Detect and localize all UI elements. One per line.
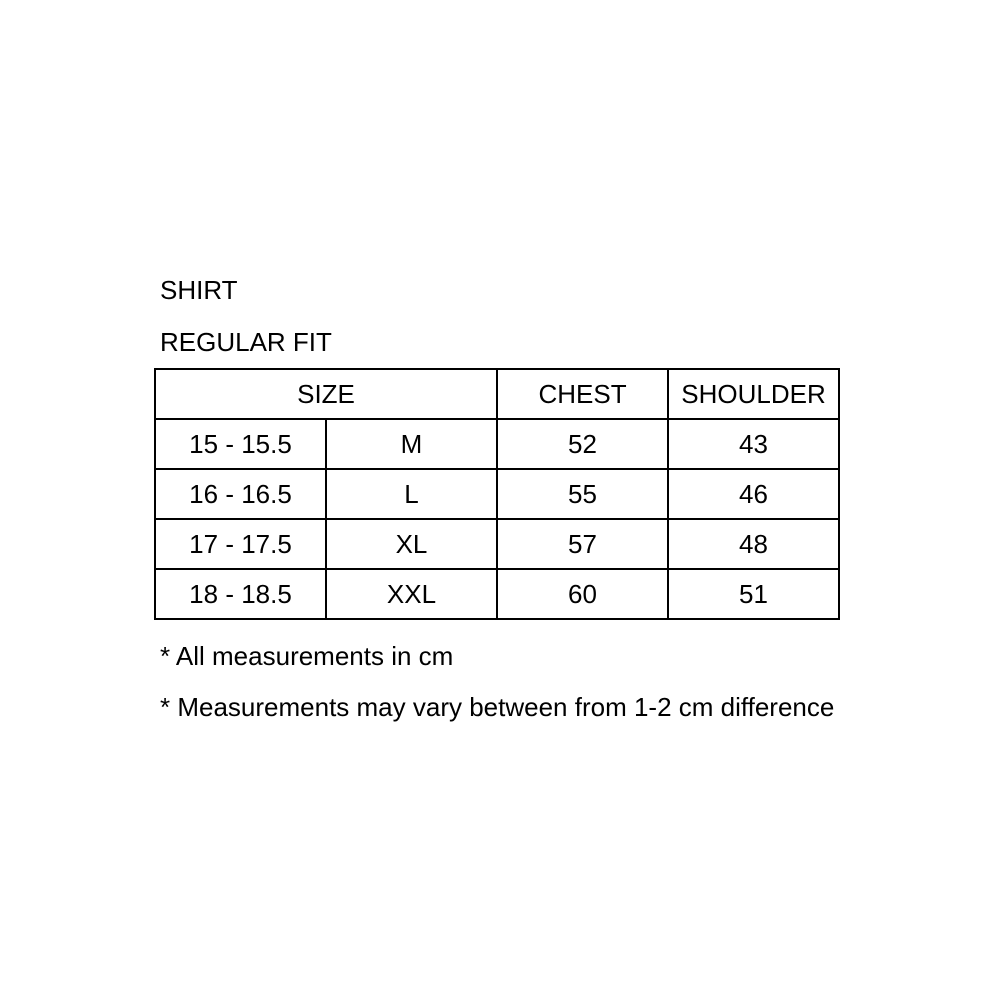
table-row xyxy=(155,419,839,469)
table-row xyxy=(155,519,839,569)
fit-subtitle: REGULAR FIT xyxy=(160,327,332,357)
cell-collar: 18 - 18.5 xyxy=(155,569,326,619)
cell-size: L xyxy=(326,469,497,519)
cell-shoulder: 46 xyxy=(668,469,839,519)
cell-shoulder: 43 xyxy=(668,419,839,469)
table-row xyxy=(155,569,839,619)
header-chest: CHEST xyxy=(497,369,668,419)
cell-shoulder: 51 xyxy=(668,569,839,619)
header-shoulder: SHOULDER xyxy=(668,369,839,419)
table-header-row xyxy=(155,369,839,419)
cell-shoulder: 48 xyxy=(668,519,839,569)
size-chart-table xyxy=(154,368,840,620)
note-units: * All measurements in cm xyxy=(160,641,454,671)
cell-size: XXL xyxy=(326,569,497,619)
table-row xyxy=(155,469,839,519)
cell-collar: 15 - 15.5 xyxy=(155,419,326,469)
cell-chest: 55 xyxy=(497,469,668,519)
cell-size: M xyxy=(326,419,497,469)
cell-collar: 16 - 16.5 xyxy=(155,469,326,519)
cell-chest: 52 xyxy=(497,419,668,469)
cell-collar: 17 - 17.5 xyxy=(155,519,326,569)
cell-chest: 57 xyxy=(497,519,668,569)
header-size: SIZE xyxy=(155,369,497,419)
note-variance: * Measurements may vary between from 1-2 cm difference xyxy=(160,692,835,722)
cell-chest: 60 xyxy=(497,569,668,619)
cell-size: XL xyxy=(326,519,497,569)
page-title: SHIRT xyxy=(160,275,238,305)
